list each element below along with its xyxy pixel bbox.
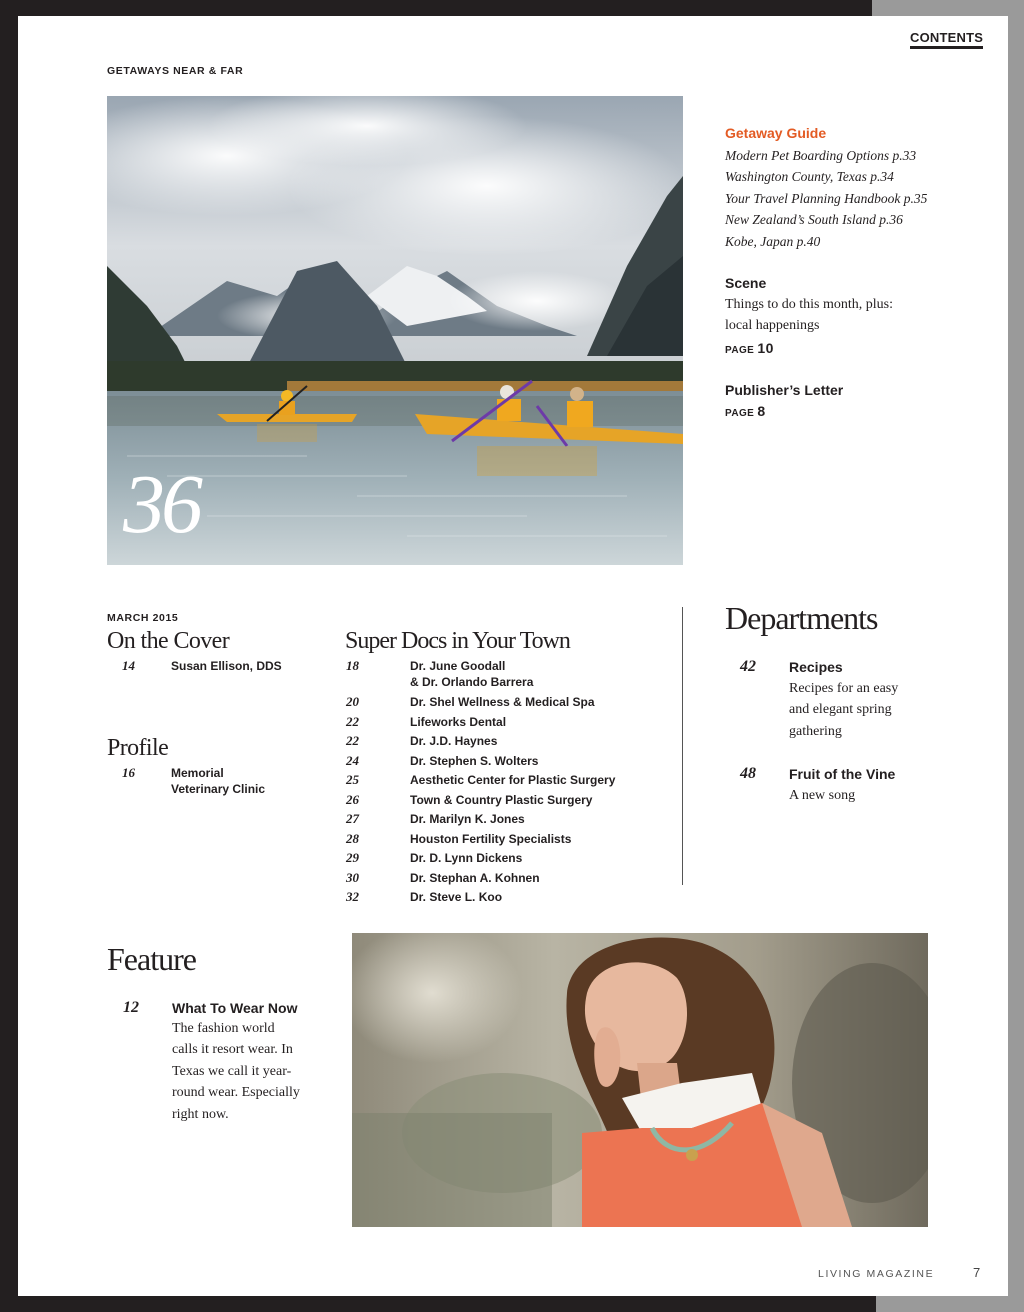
profile-page-number: 16 (122, 765, 135, 780)
recipes-desc (789, 678, 898, 742)
item-text: Lifeworks Dental (410, 714, 507, 729)
desc-line: Recipes for an easy (789, 681, 899, 696)
list-item[interactable]: Kobe, Japan p.40 (725, 233, 821, 249)
on-the-cover-heading: On the Cover (107, 628, 230, 654)
getaway-guide-list (725, 145, 927, 252)
frame-gray-strip (872, 0, 1024, 16)
item-page-number: 20 (346, 694, 359, 709)
scene-page (725, 340, 774, 356)
item-text: Dr. Stephen S. Wolters (410, 753, 539, 768)
vine-desc: A new song (789, 788, 856, 803)
scene-desc-2: local happenings (725, 318, 820, 333)
profile-entry[interactable] (171, 765, 265, 797)
publishers-letter-page (725, 403, 766, 419)
item-text: Town & Country Plastic Surgery (410, 792, 593, 807)
item-text: & Dr. Orlando Barrera (410, 675, 534, 689)
contents-tab[interactable]: CONTENTS (910, 30, 983, 49)
item-page-number: 30 (346, 869, 359, 885)
departments-heading: Departments (725, 600, 878, 636)
feature-page-number: 12 (123, 999, 139, 1016)
item-text: Dr. Steve L. Koo (410, 890, 503, 904)
feature-item-title[interactable]: What To Wear Now (172, 1000, 298, 1016)
issue-date: MARCH 2015 (107, 612, 179, 624)
scene-heading[interactable]: Scene (725, 275, 767, 291)
item-page-number: 26 (346, 791, 359, 807)
feature-page-number: 36 (123, 458, 199, 551)
item-page-number: 18 (346, 658, 359, 673)
desc-line: and elegant spring (789, 702, 892, 718)
list-item[interactable]: New Zealand’s South Island p.36 (725, 212, 903, 228)
frame-gray-bottom (876, 1296, 1024, 1312)
cover-entry[interactable]: Susan Ellison, DDS (171, 659, 282, 673)
column-divider (682, 607, 683, 885)
getaway-guide-heading[interactable]: Getaway Guide (725, 125, 827, 141)
item-text: Aesthetic Center for Plastic Surgery (410, 773, 616, 787)
recipes-heading[interactable]: Recipes (789, 659, 843, 675)
feature-desc (172, 1018, 300, 1125)
desc-line: gathering (789, 723, 842, 739)
frame-gray-edge (1008, 0, 1024, 1312)
section-label: GETAWAYS NEAR & FAR (107, 65, 244, 77)
magazine-page (18, 16, 1008, 1296)
desc-line: The fashion world (172, 1021, 275, 1036)
item-page-number: 32 (346, 889, 359, 904)
item-page-number: 29 (346, 850, 359, 865)
item-text: Dr. Marilyn K. Jones (410, 812, 525, 826)
page-number: 8 (757, 403, 766, 419)
list-item[interactable]: Your Travel Planning Handbook p.35 (725, 190, 928, 206)
desc-line: Texas we call it year- (172, 1063, 292, 1079)
desc-line: calls it resort wear. In (172, 1042, 293, 1058)
item-page-number: 24 (346, 752, 359, 768)
vine-page-number: 48 (740, 765, 756, 782)
item-text: Dr. Shel Wellness & Medical Spa (410, 695, 595, 709)
fashion-photo (352, 933, 928, 1227)
profile-line: Veterinary Clinic (171, 782, 266, 796)
profile-heading: Profile (107, 735, 169, 761)
item-text: Dr. D. Lynn Dickens (410, 851, 523, 865)
recipes-page-number: 42 (740, 658, 756, 675)
cover-page-number: 14 (122, 658, 135, 673)
profile-line: Memorial (171, 766, 224, 780)
item-page-number: 28 (346, 830, 359, 846)
desc-line: round wear. Especially (172, 1085, 300, 1101)
item-text: Dr. J.D. Haynes (410, 734, 498, 748)
fashion-illustration (352, 933, 928, 1227)
list-item[interactable]: Modern Pet Boarding Options p.33 (725, 148, 917, 163)
publishers-letter-heading[interactable]: Publisher’s Letter (725, 382, 844, 398)
page-number: 10 (757, 340, 774, 356)
item-page-number: 22 (346, 733, 359, 748)
feature-heading: Feature (107, 941, 196, 977)
item-text: Houston Fertility Specialists (410, 831, 572, 846)
desc-line: right now. (172, 1106, 229, 1122)
list-item[interactable]: Washington County, Texas p.34 (725, 169, 894, 185)
page-label: PAGE (725, 408, 755, 419)
item-text: Dr. June Goodall (410, 659, 506, 673)
super-docs-heading: Super Docs in Your Town (345, 628, 570, 654)
item-page-number: 25 (346, 772, 359, 787)
super-docs-list (346, 658, 676, 918)
scene-desc-1: Things to do this month, plus: (725, 297, 894, 312)
item-text: Dr. Stephan A. Kohnen (410, 870, 540, 885)
kayak-fjord-photo (107, 96, 683, 565)
page-label: PAGE (725, 345, 755, 356)
item-page-number: 22 (346, 713, 359, 729)
footer-magazine-name: LIVING MAGAZINE (818, 1268, 935, 1280)
vine-heading[interactable]: Fruit of the Vine (789, 766, 896, 782)
footer-page-number: 7 (973, 1265, 981, 1280)
item-page-number: 27 (346, 811, 359, 826)
